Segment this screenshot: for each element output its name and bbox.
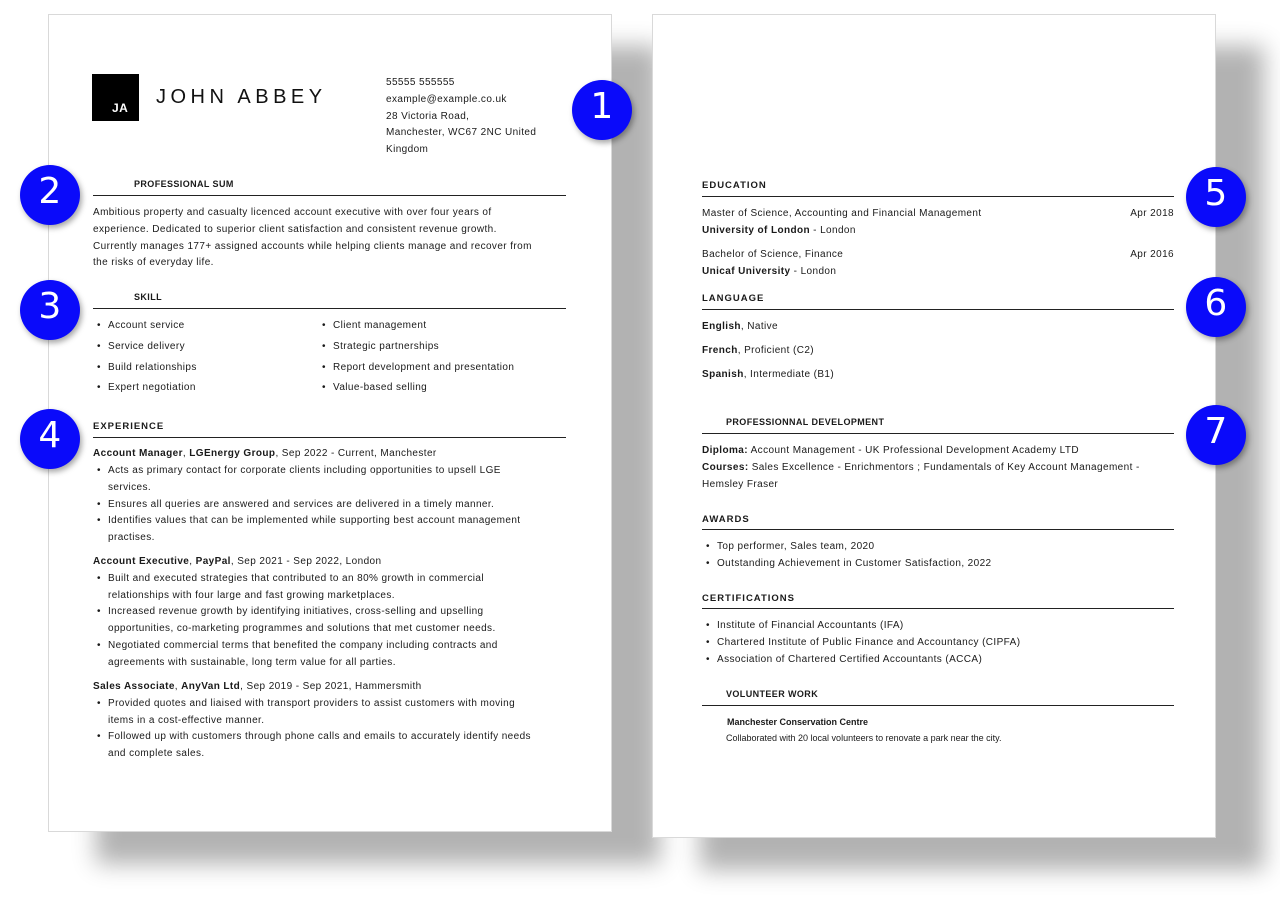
- summary-line: Currently manages 177+ assigned accounts while helping clients manage and recover from: [93, 240, 532, 252]
- job-title: Sales Associate: [93, 681, 175, 692]
- language-name: Spanish: [702, 369, 744, 380]
- section-marker-3: [20, 280, 80, 340]
- job-bullet-line: services.: [108, 481, 152, 493]
- certifications-rule: [702, 608, 1174, 609]
- diploma-line: [702, 443, 1079, 460]
- job-company: LGEnergy Group: [189, 448, 276, 459]
- job-bullet-line: • Increased revenue growth by identifying initiatives, cross-selling and upselling: [108, 606, 484, 617]
- job-title: Account Manager: [93, 448, 183, 459]
- skill-item: • Account service: [108, 318, 185, 335]
- awards-rule: [702, 529, 1174, 530]
- section-marker-7: [1186, 405, 1246, 465]
- job-bullet-line: opportunities, co-marketing programmes and solutions that met customer needs.: [108, 622, 496, 634]
- summary-line: experience. Dedicated to superior client satisfaction and consistent revenue growth.: [93, 223, 497, 235]
- courses-line: [702, 460, 1140, 477]
- skill-item: • Report development and presentation: [333, 360, 514, 377]
- section-marker-6: [1186, 277, 1246, 337]
- certification-item: • Chartered Institute of Public Finance and Accountancy (CIPFA): [717, 635, 1020, 652]
- marker-number: 4: [38, 415, 62, 456]
- language-level: , Native: [740, 321, 779, 332]
- job-meta: , Sep 2019 - Sep 2021, Hammersmith: [240, 681, 422, 692]
- language-level: , Intermediate (B1): [743, 369, 835, 380]
- language-item: [702, 343, 814, 360]
- contact-address-line2: Manchester, WC67 2NC United: [386, 127, 537, 139]
- diploma-text: Account Management - UK Professional Development Academy LTD: [747, 445, 1080, 456]
- award-item: • Outstanding Achievement in Customer Satisfaction, 2022: [717, 556, 992, 573]
- language-rule: [702, 309, 1174, 310]
- job-bullet: [108, 729, 531, 763]
- experience-rule: [93, 437, 566, 438]
- job-bullet-line: • Negotiated commercial terms that benefited the company including contracts and: [108, 640, 498, 651]
- job-company: PayPal: [195, 556, 231, 567]
- courses-label: Courses:: [702, 462, 749, 473]
- job-bullet: [108, 571, 484, 605]
- job-company: AnyVan Ltd: [181, 681, 241, 692]
- education-rule: [702, 196, 1174, 197]
- development-rule: [702, 433, 1174, 434]
- skill-item: • Service delivery: [108, 339, 185, 356]
- summary-text: [93, 205, 532, 272]
- certifications-heading: CERTIFICATIONS: [702, 593, 795, 604]
- contact-block: [386, 75, 536, 159]
- language-item: [702, 367, 834, 384]
- courses-text: Sales Excellence - Enrichmentors ; Fundamentals of Key Account Management -: [748, 462, 1140, 473]
- courses-continued: Hemsley Fraser: [702, 479, 779, 490]
- skills-heading: SKILL: [134, 292, 162, 302]
- education-date: Apr 2018: [1130, 208, 1174, 219]
- skills-rule: [93, 308, 566, 309]
- job-bullet-line: • Built and executed strategies that contributed to an 80% growth in commercial: [108, 573, 484, 584]
- job-title-line: [93, 679, 422, 696]
- section-marker-1: [572, 80, 632, 140]
- marker-number: 3: [38, 286, 62, 327]
- education-place: - London: [790, 266, 837, 277]
- summary-line: Ambitious property and casualty licenced account executive with over four years of: [93, 207, 492, 218]
- skill-item: • Strategic partnerships: [333, 339, 439, 356]
- job-bullet: [108, 497, 494, 514]
- job-bullet-line: agreements with sustainable, long term value for all parties.: [108, 656, 396, 668]
- skill-item: • Expert negotiation: [108, 380, 196, 397]
- language-item: [702, 319, 778, 336]
- job-bullet: [108, 696, 515, 730]
- monogram-logo: [92, 74, 139, 121]
- language-name: English: [702, 321, 741, 332]
- job-bullet-line: practises.: [108, 531, 155, 543]
- skill-item: • Build relationships: [108, 360, 197, 377]
- contact-address-line3: Kingdom: [386, 144, 429, 156]
- education-school: University of London: [702, 225, 810, 236]
- education-degree: Bachelor of Science, Finance: [702, 249, 844, 260]
- job-bullet-line: • Identifies values that can be implemented while supporting best account management: [108, 515, 521, 526]
- language-level: , Proficient (C2): [737, 345, 815, 356]
- job-bullet-line: • Followed up with customers through phone calls and emails to accurately identify needs: [108, 731, 531, 742]
- contact-phone: 55555 555555: [386, 77, 455, 88]
- summary-rule: [93, 195, 566, 196]
- job-bullet: [108, 463, 501, 497]
- job-title-line: [93, 446, 437, 463]
- marker-number: 6: [1204, 283, 1228, 324]
- job-bullet: [108, 604, 496, 638]
- volunteer-org: Manchester Conservation Centre: [727, 717, 869, 727]
- certification-item: • Institute of Financial Accountants (IFA): [717, 618, 904, 635]
- volunteer-rule: [702, 705, 1174, 706]
- section-marker-5: [1186, 167, 1246, 227]
- education-school-line: [702, 264, 836, 281]
- marker-number: 7: [1204, 411, 1228, 452]
- job-title: Account Executive: [93, 556, 190, 567]
- job-bullet-line: relationships with four large and fast growing marketplaces.: [108, 589, 395, 601]
- contact-address-line1: 28 Victoria Road,: [386, 110, 470, 122]
- volunteer-text: Collaborated with 20 local volunteers to renovate a park near the city.: [726, 733, 1002, 743]
- summary-heading: PROFESSIONAL SUM: [134, 179, 234, 189]
- development-heading: PROFESSIONNAL DEVELOPMENT: [726, 417, 885, 427]
- skill-item: • Value-based selling: [333, 380, 427, 397]
- awards-heading: AWARDS: [702, 514, 750, 525]
- marker-number: 5: [1204, 173, 1228, 214]
- contact-email: example@example.co.uk: [386, 93, 507, 105]
- education-degree: Master of Science, Accounting and Financial Management: [702, 208, 982, 219]
- job-sep: ,: [189, 556, 196, 567]
- award-item: • Top performer, Sales team, 2020: [717, 539, 874, 556]
- education-date: Apr 2016: [1130, 249, 1174, 260]
- marker-number: 1: [590, 86, 614, 127]
- job-bullet-line: and complete sales.: [108, 747, 205, 759]
- job-bullet: [108, 638, 498, 672]
- job-bullet-line: items in a cost-effective manner.: [108, 714, 265, 726]
- summary-line: the risks of everyday life.: [93, 257, 214, 269]
- language-name: French: [702, 345, 738, 356]
- candidate-name: JOHN ABBEY: [156, 86, 327, 108]
- education-place: - London: [810, 225, 856, 236]
- experience-heading: EXPERIENCE: [93, 421, 165, 432]
- job-meta: , Sep 2021 - Sep 2022, London: [230, 556, 382, 567]
- volunteer-heading: VOLUNTEER WORK: [726, 689, 819, 699]
- monogram-initials: JA: [112, 101, 129, 115]
- job-title-line: [93, 554, 381, 571]
- job-bullet-line: • Acts as primary contact for corporate clients including opportunities to upsell LGE: [108, 465, 501, 476]
- job-sep: ,: [182, 448, 190, 459]
- job-sep: ,: [174, 681, 182, 692]
- skill-item: • Client management: [333, 318, 427, 335]
- job-bullet-line: • Ensures all queries are answered and services are delivered in a timely manner.: [108, 499, 495, 510]
- marker-number: 2: [38, 171, 62, 212]
- job-meta: , Sep 2022 - Current, Manchester: [275, 448, 437, 459]
- language-heading: LANGUAGE: [702, 293, 765, 304]
- job-bullet-line: • Provided quotes and liaised with transport providers to assist customers with moving: [108, 698, 516, 709]
- job-bullet: [108, 513, 520, 547]
- education-heading: EDUCATION: [702, 180, 767, 191]
- diploma-label: Diploma:: [702, 445, 748, 456]
- education-school-line: [702, 223, 856, 240]
- certification-item: • Association of Chartered Certified Accountants (ACCA): [717, 652, 982, 669]
- education-school: Unicaf University: [702, 266, 791, 277]
- section-marker-4: [20, 409, 80, 469]
- section-marker-2: [20, 165, 80, 225]
